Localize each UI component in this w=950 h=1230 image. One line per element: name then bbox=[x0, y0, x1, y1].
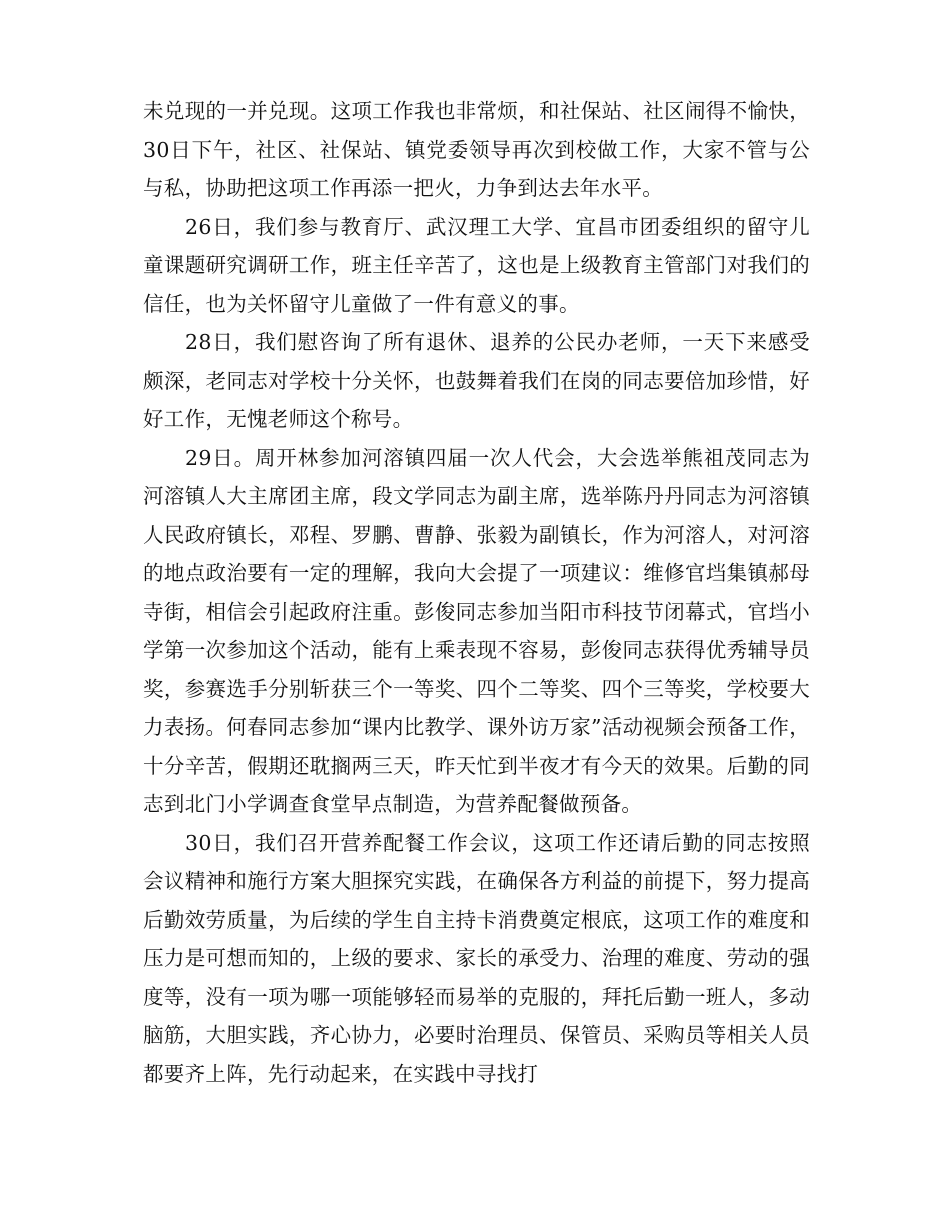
paragraph-5: 30日，我们召开营养配餐工作会议，这项工作还请后勤的同志按照会议精神和施行方案大胆探究实践，在确保各方利益的前提下，努力提高后勤效劳质量，为后续的学生自主持卡消费奠定根底，这项工作的难度和压力是可想而知的，上级的要求、家长的承受力、治理的难度、劳动的强度等，没有一项为哪一项能够轻而易举的克服的，拜托后勤一班人，多动脑筋，大胆实践，齐心协力，必要时治理员、保管员、采购员等相关人员都要齐上阵，先行动起来，在实践中寻找打 bbox=[143, 830, 810, 1086]
paragraph-4: 29日。周开林参加河溶镇四届一次人代会，大会选举熊祖茂同志为河溶镇人大主席团主席，段文学同志为副主席，选举陈丹丹同志为河溶镇人民政府镇长，邓程、罗鹏、曹静、张毅为副镇长，作为河溶人，对河溶的地点政治要有一定的理解，我向大会提了一项建议：维修官垱集镇郝母寺街，相信会引起政府注重。彭俊同志参加当阳市科技节闭幕式，官垱小学第一次参加这个活动，能有上乘表现不容易，彭俊同志获得优秀辅导员奖，参赛选手分别斩获三个一等奖、四个二等奖、四个三等奖，学校要大力表扬。何春同志参加“课内比教学、课外访万家”活动视频会预备工作，十分辛苦，假期还耽搁两三天，昨天忙到半夜才有今天的效果。后勤的同志到北门小学调查食堂早点制造，为营养配餐做预备。 bbox=[143, 445, 810, 816]
paragraph-3: 28日，我们慰咨询了所有退休、退养的公民办老师，一天下来感受颇深，老同志对学校十分关怀，也鼓舞着我们在岗的同志要倍加珍惜，好好工作，无愧老师这个称号。 bbox=[143, 330, 810, 431]
paragraph-1: 未兑现的一并兑现。这项工作我也非常烦，和社保站、社区闹得不愉快，30日下午，社区、社保站、镇党委领导再次到校做工作，大家不管与公与私，协助把这项工作再添一把火，力争到达去年水平。 bbox=[143, 99, 810, 200]
paragraph-2: 26日，我们参与教育厅、武汉理工大学、宜昌市团委组织的留守儿童课题研究调研工作，班主任辛苦了，这也是上级教育主管部门对我们的信任，也为关怀留守儿童做了一件有意义的事。 bbox=[143, 214, 810, 316]
document-page bbox=[143, 92, 810, 1093]
